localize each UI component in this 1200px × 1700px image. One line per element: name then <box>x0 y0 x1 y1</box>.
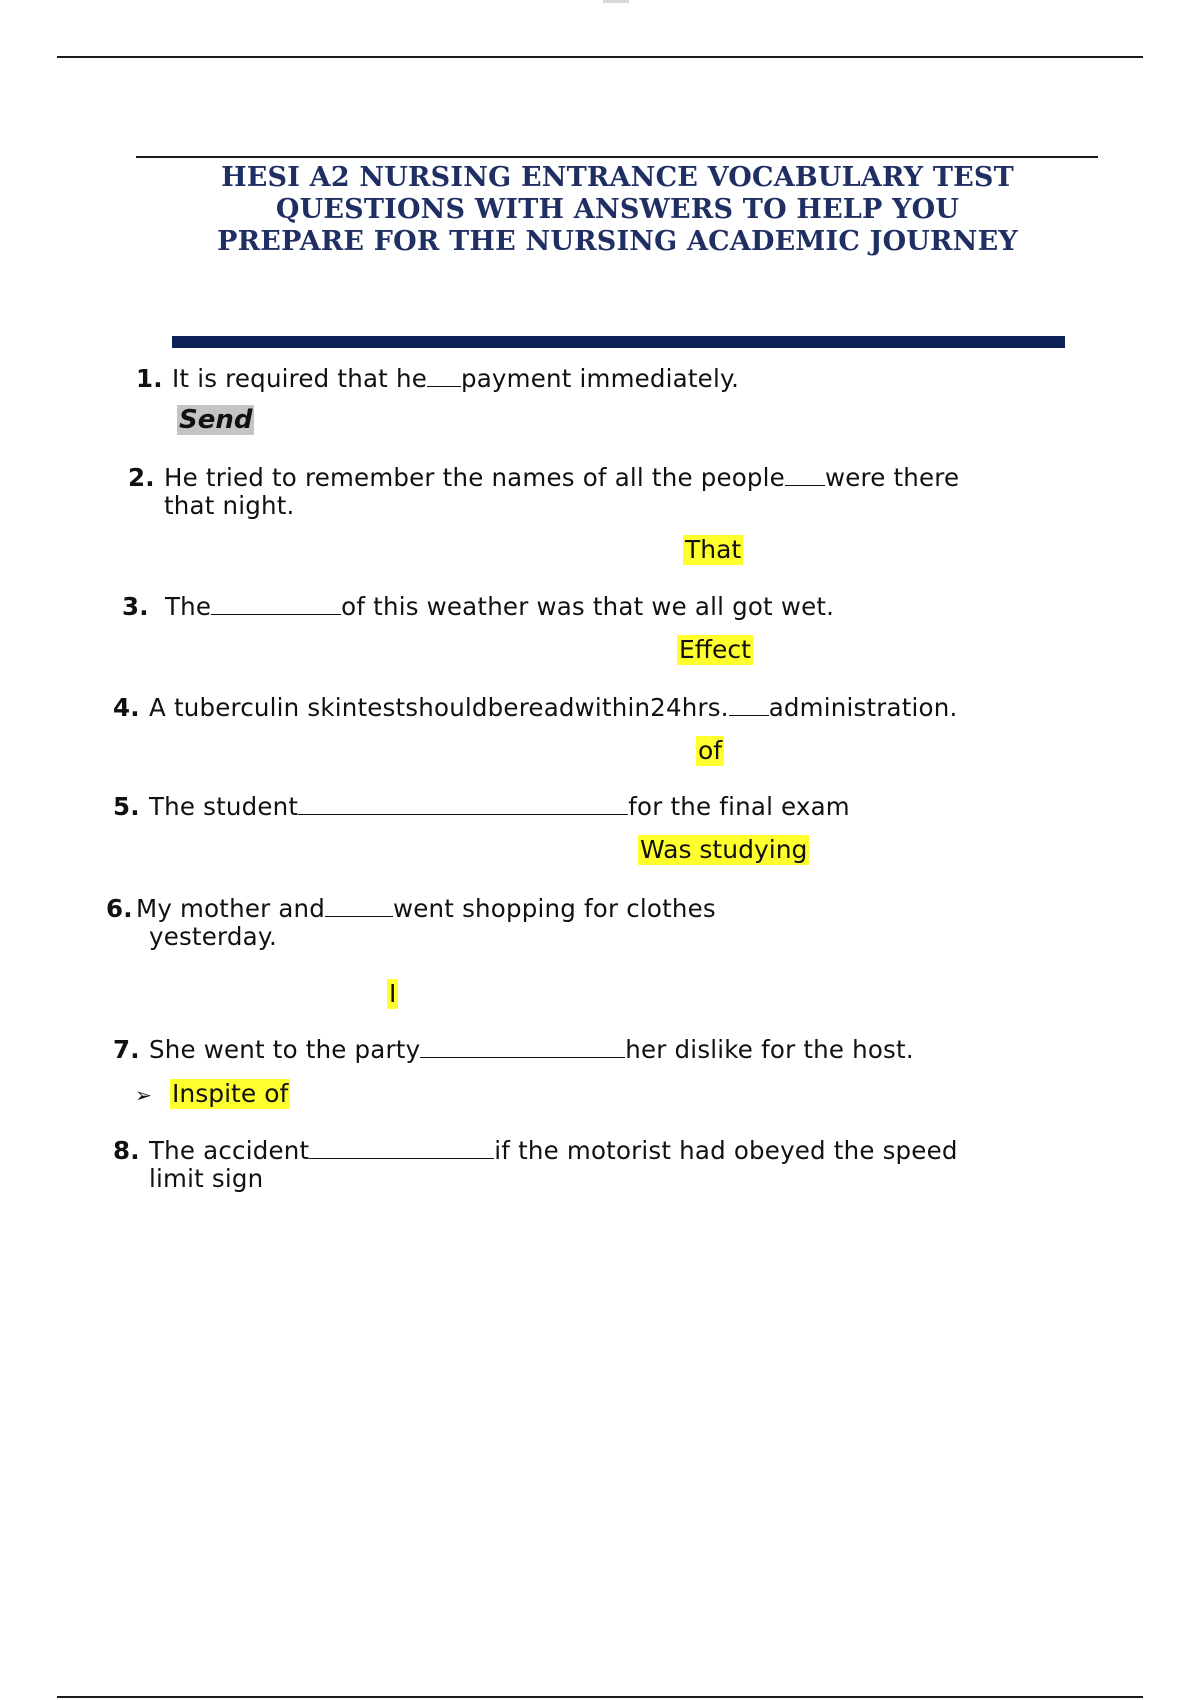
question-number: 4. <box>113 693 140 722</box>
question-text-after: went shopping for clothes <box>393 894 716 923</box>
title-line-3: PREPARE FOR THE NURSING ACADEMIC JOURNEY <box>217 226 1018 257</box>
question-text-after: were there <box>824 463 960 492</box>
answer-blank <box>427 366 461 387</box>
question-text-after: for the final exam <box>628 792 850 821</box>
answer-1: Send <box>179 405 253 435</box>
question-text-before: It is required that he <box>172 364 427 393</box>
page-bottom-rule <box>57 1696 1143 1698</box>
answer-4: of <box>698 736 723 765</box>
answer-blank <box>325 896 393 917</box>
question-text-before: He tried to remember the names of all the people <box>164 463 785 492</box>
question-text-before: A tuberculin skintestshouldbereadwithin24hrs. <box>149 693 729 722</box>
question-1 <box>136 365 739 393</box>
page-top-rule <box>57 56 1143 58</box>
question-number: 1. <box>136 364 163 393</box>
question-text-before: The accident <box>149 1136 310 1165</box>
answer-blank <box>729 695 769 716</box>
answer-blank <box>420 1037 625 1058</box>
question-2 <box>128 464 959 492</box>
question-text-after: administration. <box>768 693 958 722</box>
question-number: 8. <box>113 1136 140 1165</box>
question-text-after: payment immediately. <box>460 364 740 393</box>
question-text-before: The <box>165 592 212 621</box>
answer-7: Inspite of <box>172 1079 289 1108</box>
question-8 <box>113 1137 958 1165</box>
page-marker <box>603 0 629 3</box>
question-number: 5. <box>113 792 140 821</box>
question-number: 2. <box>128 463 155 492</box>
question-text-before: The student <box>149 792 299 821</box>
question-8-continuation: limit sign <box>149 1164 264 1193</box>
question-text-before: She went to the party <box>149 1035 421 1064</box>
question-6-continuation: yesterday. <box>149 922 278 951</box>
question-4 <box>113 694 957 722</box>
question-text-after: her dislike for the host. <box>625 1035 914 1064</box>
question-text-after: if the motorist had obeyed the speed <box>494 1136 958 1165</box>
answer-2: That <box>685 535 742 564</box>
answer-3: Effect <box>679 635 751 664</box>
question-number: 3. <box>122 592 149 621</box>
answer-6: I <box>389 979 397 1008</box>
title-line-2: QUESTIONS WITH ANSWERS TO HELP YOU <box>275 194 960 225</box>
answer-blank <box>309 1138 494 1159</box>
title-underline-bar <box>172 336 1065 348</box>
question-7 <box>113 1036 914 1064</box>
question-3 <box>122 593 834 621</box>
title-top-rule <box>136 156 1098 158</box>
answer-blank <box>298 794 628 815</box>
answer-blank <box>785 465 825 486</box>
answer-5: Was studying <box>640 835 808 864</box>
title-line-1: HESI A2 NURSING ENTRANCE VOCABULARY TEST <box>221 162 1014 193</box>
question-2-continuation: that night. <box>164 491 295 520</box>
question-number: 7. <box>113 1035 140 1064</box>
question-text-before: My mother and <box>136 894 326 923</box>
document-title <box>150 162 1085 258</box>
question-text-after: of this weather was that we all got wet. <box>341 592 835 621</box>
question-number: 6. <box>106 894 133 923</box>
question-5 <box>113 793 850 821</box>
question-6 <box>106 895 716 923</box>
answer-blank <box>211 594 341 615</box>
arrow-bullet-icon: ➢ <box>135 1083 152 1107</box>
